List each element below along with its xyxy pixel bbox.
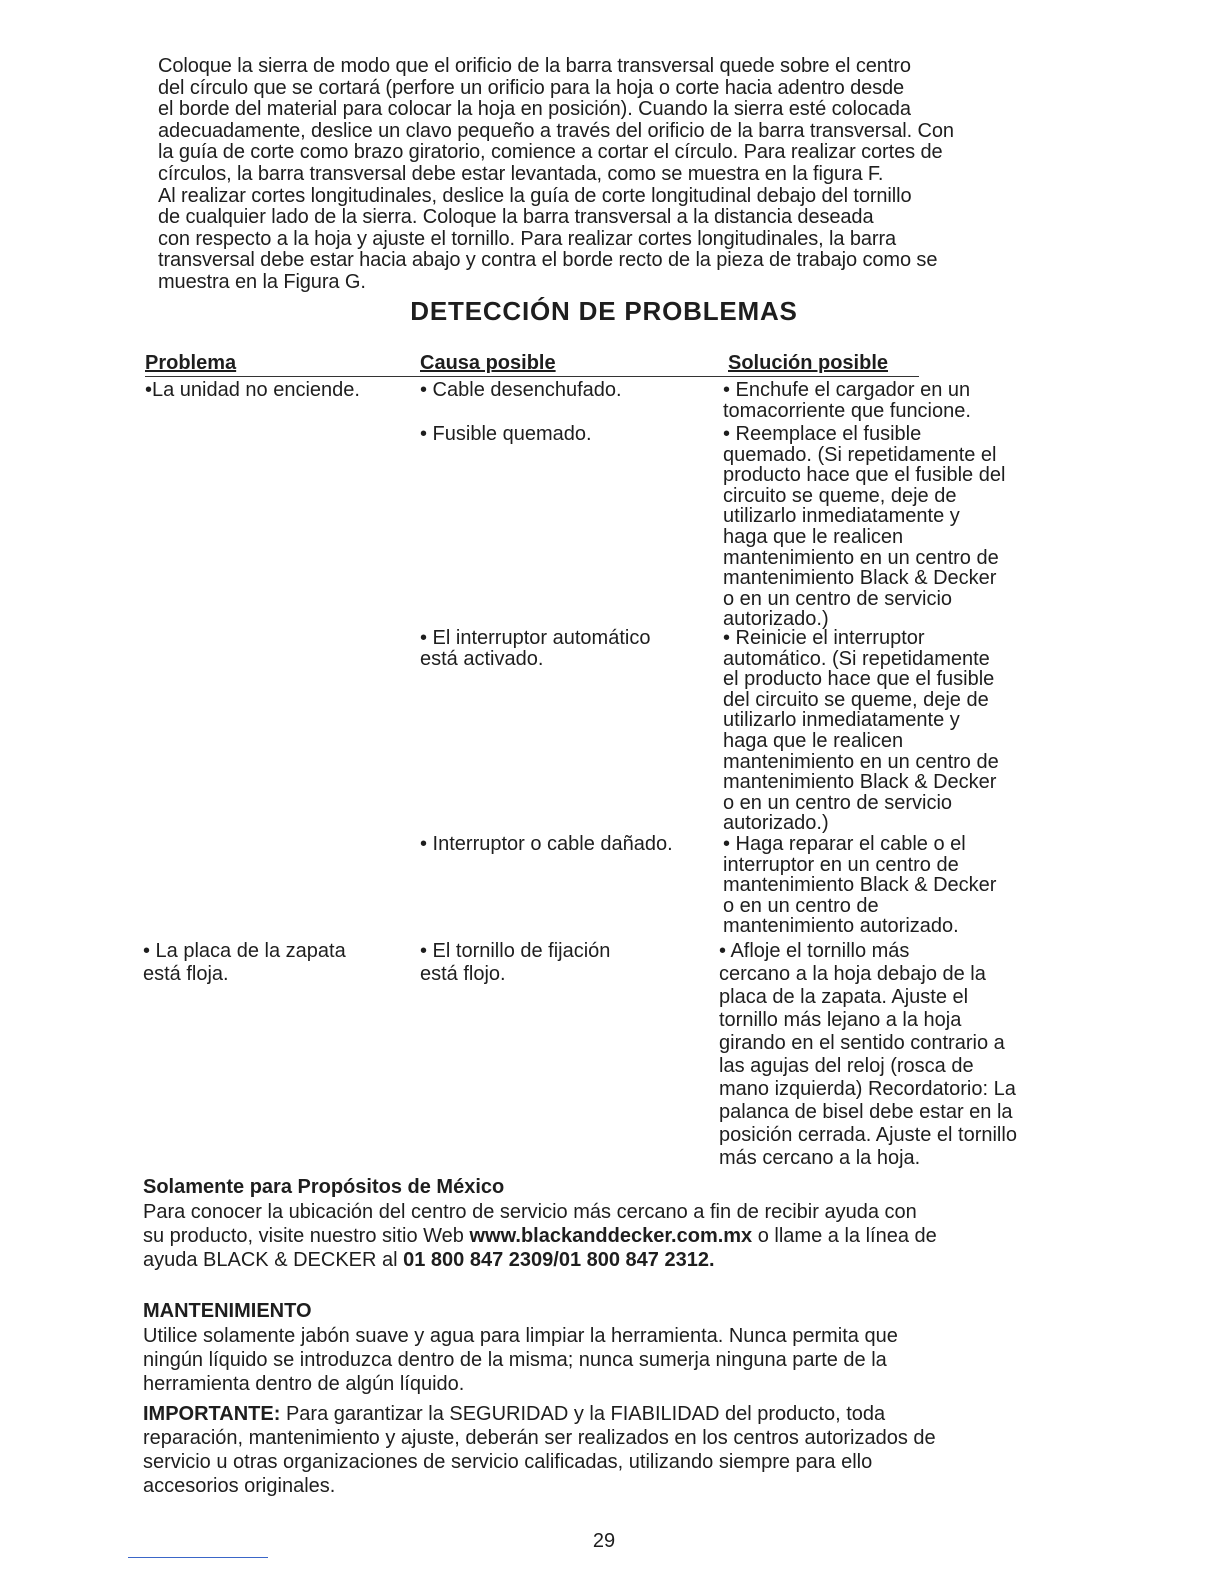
cell-line: quemado. (Si repetidamente el xyxy=(723,443,997,466)
cell-line: automático. (Si repetidamente xyxy=(723,647,990,670)
table-cell-cause xyxy=(420,940,610,986)
intro-line: la guía de corte como brazo giratorio, comience a cortar el círculo. Para realizar cortes de xyxy=(158,141,943,164)
troubleshooting-title: DETECCIÓN DE PROBLEMAS xyxy=(410,296,798,326)
website-link[interactable]: www.blackanddecker.com.mx xyxy=(469,1225,753,1247)
page-number: 29 xyxy=(592,1530,616,1552)
cell-line: el producto hace que el fusible xyxy=(723,668,995,691)
cell-line: girando en el sentido contrario a xyxy=(719,1032,1005,1054)
header-solution: Solución posible xyxy=(728,352,889,374)
cell-line: posición cerrada. Ajuste el tornillo xyxy=(719,1124,1017,1146)
intro-line: Coloque la sierra de modo que el orificio de la barra transversal quede sobre el centro xyxy=(158,55,911,77)
cell-line: haga que le realicen xyxy=(723,729,904,752)
cell-line: • Reinicie el interruptor xyxy=(723,627,925,649)
mexico-heading: Solamente para Propósitos de México xyxy=(143,1176,505,1198)
cell-line: autorizado.) xyxy=(723,608,829,631)
table-cell-cause xyxy=(420,424,592,445)
cell-line: • Reemplace el fusible xyxy=(723,423,922,445)
cell-line: interruptor en un centro de xyxy=(723,853,959,876)
cell-line: utilizarlo inmediatamente y xyxy=(723,709,960,732)
cell-line: utilizarlo inmediatamente y xyxy=(723,505,960,528)
cell-line: o en un centro de xyxy=(723,894,879,917)
important-text: Para garantizar la SEGURIDAD y la FIABILIDAD del producto, toda xyxy=(280,1403,886,1425)
intro-line: el borde del material para colocar la hoja en posición). Cuando la sierra esté colocada xyxy=(158,98,911,121)
important-line: accesorios originales. xyxy=(143,1475,336,1497)
cell-line: • La placa de la zapata xyxy=(143,940,346,962)
mexico-paragraph xyxy=(143,1200,937,1272)
intro-paragraph xyxy=(158,56,954,294)
cell-line: • El tornillo de fijación xyxy=(420,940,611,962)
intro-line: muestra en la Figura G. xyxy=(158,270,366,293)
cell-line: tornillo más lejano a la hoja xyxy=(719,1009,962,1031)
cell-line: o en un centro de servicio xyxy=(723,791,953,814)
mexico-line xyxy=(143,1224,937,1248)
maintenance-paragraph xyxy=(143,1324,898,1396)
header-problem: Problema xyxy=(145,352,237,374)
cell-line: palanca de bisel debe estar en la xyxy=(719,1101,1013,1123)
mexico-text: su producto, visite nuestro sitio Web xyxy=(143,1225,470,1247)
cell-line: mantenimiento Black & Decker xyxy=(723,567,997,590)
cell-line: cercano a la hoja debajo de la xyxy=(719,963,986,985)
header-cause: Causa posible xyxy=(420,352,556,374)
cell-line: tomacorriente que funcione. xyxy=(723,399,971,422)
table-cell-solution xyxy=(719,940,1017,1170)
important-label: IMPORTANTE: xyxy=(143,1403,281,1425)
mexico-line: Para conocer la ubicación del centro de servicio más cercano a fin de recibir ayuda con xyxy=(143,1201,917,1223)
footer-rule xyxy=(128,1557,268,1558)
intro-line: del círculo que se cortará (perfore un orificio para la hoja o corte hacia adentro desde xyxy=(158,76,905,99)
cell-line: placa de la zapata. Ajuste el xyxy=(719,986,969,1008)
cell-line: está flojo. xyxy=(420,963,506,985)
cell-line: mano izquierda) Recordatorio: La xyxy=(719,1078,1016,1100)
cell-line: • Afloje el tornillo más xyxy=(719,940,910,962)
maintenance-line: ningún líquido se introduzca dentro de la misma; nunca sumerja ninguna parte de la xyxy=(143,1349,887,1371)
intro-line: transversal debe estar hacia abajo y contra el borde recto de la pieza de trabajo como se xyxy=(158,249,938,272)
maintenance-line: Utilice solamente jabón suave y agua para limpiar la herramienta. Nunca permita que xyxy=(143,1325,898,1347)
intro-line: adecuadamente, deslice un clavo pequeño a través del orificio de la barra transversal. Con xyxy=(158,119,954,142)
cell-line: mantenimiento autorizado. xyxy=(723,915,959,938)
intro-line: círculos, la barra transversal debe estar levantada, como se muestra en la figura F. xyxy=(158,162,884,185)
table-cell-problem xyxy=(145,380,360,401)
important-paragraph xyxy=(143,1402,936,1498)
maintenance-line: herramienta dentro de algún líquido. xyxy=(143,1373,465,1395)
mexico-line xyxy=(143,1248,937,1272)
cell-line: • Haga reparar el cable o el xyxy=(723,833,966,855)
important-line: reparación, mantenimiento y ajuste, deberán ser realizados en los centros autorizados de xyxy=(143,1427,936,1449)
cell-line: • El interruptor automático xyxy=(420,627,651,649)
cell-line: mantenimiento Black & Decker xyxy=(723,771,997,794)
cell-line: •La unidad no enciende. xyxy=(145,379,360,401)
cell-line: más cercano a la hoja. xyxy=(719,1147,921,1169)
cell-line: haga que le realicen xyxy=(723,525,904,548)
table-cell-solution xyxy=(723,424,1005,630)
cell-line: autorizado.) xyxy=(723,812,829,835)
table-cell-solution xyxy=(723,628,999,834)
maintenance-heading: MANTENIMIENTO xyxy=(143,1300,312,1322)
intro-line: Al realizar cortes longitudinales, deslice la guía de corte longitudinal debajo del tornillo xyxy=(158,184,912,207)
table-cell-cause xyxy=(420,380,622,401)
cell-line: mantenimiento Black & Decker xyxy=(723,874,997,897)
phone-numbers: 01 800 847 2309/01 800 847 2312. xyxy=(403,1249,715,1271)
cell-line: • Cable desenchufado. xyxy=(420,379,622,401)
cell-line: • Enchufe el cargador en un xyxy=(723,379,971,401)
cell-line: • Fusible quemado. xyxy=(420,423,592,445)
cell-line: circuito se queme, deje de xyxy=(723,484,957,507)
intro-line: de cualquier lado de la sierra. Coloque la barra transversal a la distancia deseada xyxy=(158,206,874,229)
mexico-text: ayuda BLACK & DECKER al xyxy=(143,1249,404,1271)
cell-line: mantenimiento en un centro de xyxy=(723,546,999,569)
cell-line: las agujas del reloj (rosca de xyxy=(719,1055,974,1077)
important-line: servicio u otras organizaciones de servicio calificadas, utilizando siempre para ello xyxy=(143,1451,873,1473)
intro-line: con respecto a la hoja y ajuste el tornillo. Para realizar cortes longitudinales, la barra xyxy=(158,227,897,250)
cell-line: está floja. xyxy=(143,963,229,985)
table-cell-solution xyxy=(723,834,996,937)
header-rule xyxy=(145,376,919,377)
cell-line: producto hace que el fusible del xyxy=(723,464,1006,487)
cell-line: o en un centro de servicio xyxy=(723,587,953,610)
table-cell-problem xyxy=(143,940,346,986)
table-cell-cause xyxy=(420,628,650,669)
mexico-text: o llame a la línea de xyxy=(752,1225,937,1247)
cell-line: • Interruptor o cable dañado. xyxy=(420,833,673,855)
cell-line: está activado. xyxy=(420,647,544,670)
table-cell-cause xyxy=(420,834,673,855)
table-cell-solution xyxy=(723,380,971,421)
cell-line: del circuito se queme, deje de xyxy=(723,688,989,711)
cell-line: mantenimiento en un centro de xyxy=(723,750,999,773)
important-line xyxy=(143,1402,936,1426)
